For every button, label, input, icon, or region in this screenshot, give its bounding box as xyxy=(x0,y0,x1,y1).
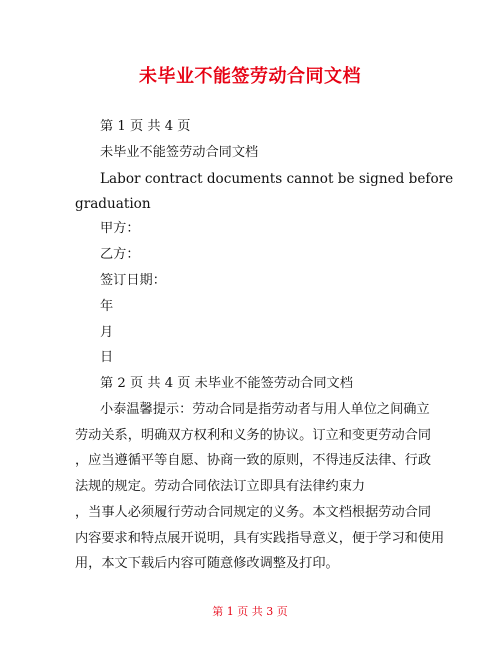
page-marker-2: 第 2 页 共 4 页 未毕业不能签劳动合同文档 xyxy=(100,376,353,391)
page-marker: 第 1 页 共 4 页 xyxy=(100,119,191,134)
english-title-continuation: graduation xyxy=(75,196,151,212)
paragraph-line: 用，本文下载后内容可随意修改调整及打印。 xyxy=(75,556,339,571)
sign-date-label: 签订日期： xyxy=(100,273,166,288)
paragraph-line: 内容要求和特点展开说明，具有实践指导意义，便于学习和使用 xyxy=(75,531,445,546)
doc-name-line: 未毕业不能签劳动合同文档 xyxy=(100,145,259,160)
year-label: 年 xyxy=(100,299,114,314)
page-footer: 第 1 页 共 3 页 xyxy=(212,605,288,618)
day-label: 日 xyxy=(100,350,114,365)
paragraph-line: ，应当遵循平等自愿、协商一致的原则，不得违反法律、行政 xyxy=(75,453,432,468)
month-label: 月 xyxy=(100,325,114,340)
document-title: 未毕业不能签劳动合同文档 xyxy=(139,66,361,87)
paragraph-line: ，当事人必须履行劳动合同规定的义务。本文档根据劳动合同 xyxy=(75,505,432,520)
party-a-label: 甲方： xyxy=(100,221,140,236)
paragraph-line: 小泰温馨提示：劳动合同是指劳动者与用人单位之间确立 xyxy=(100,402,430,417)
paragraph-line: 法规的规定。劳动合同依法订立即具有法律约束力 xyxy=(75,479,366,494)
paragraph-line: 劳动关系，明确双方权利和义务的协议。订立和变更劳动合同 xyxy=(75,428,432,443)
party-b-label: 乙方： xyxy=(100,247,140,262)
english-title-line: Labor contract documents cannot be signed before xyxy=(100,171,454,187)
